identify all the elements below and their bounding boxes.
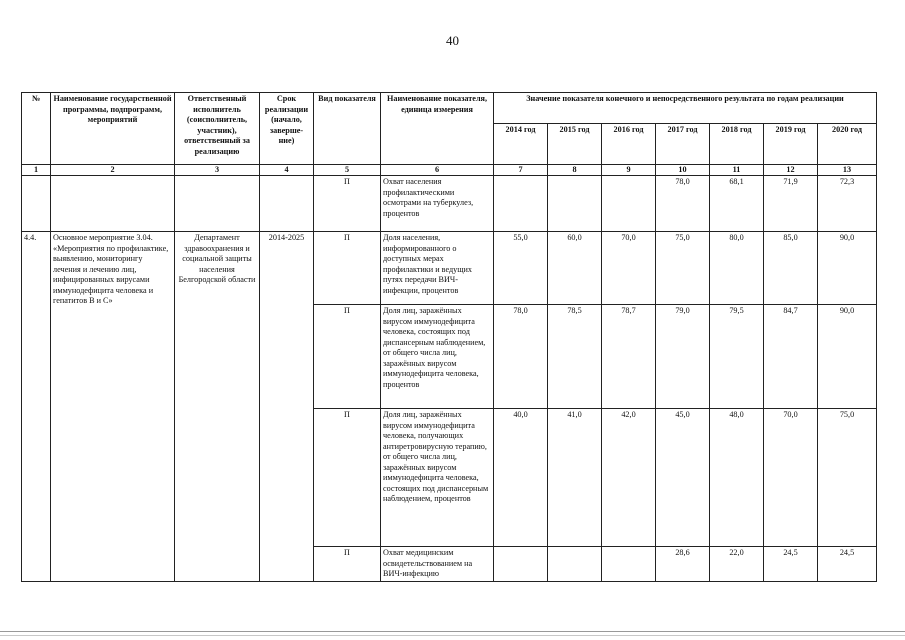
column-number: 6	[381, 165, 494, 176]
value-cell: 79,0	[656, 305, 710, 409]
header-year: 2019 год	[764, 124, 818, 165]
column-number: 2	[51, 165, 175, 176]
value-cell: 41,0	[548, 409, 602, 547]
value-cell: 22,0	[710, 547, 764, 582]
column-number: 3	[175, 165, 260, 176]
column-number: 7	[494, 165, 548, 176]
value-cell: 55,0	[494, 232, 548, 305]
column-number: 10	[656, 165, 710, 176]
value-cell: 24,5	[764, 547, 818, 582]
value-cell: 85,0	[764, 232, 818, 305]
value-cell: 78,5	[548, 305, 602, 409]
header-year: 2016 год	[602, 124, 656, 165]
value-cell: 70,0	[764, 409, 818, 547]
term	[260, 176, 314, 232]
value-cell: 90,0	[818, 305, 877, 409]
table-row	[22, 232, 877, 305]
executor: Департамент здравоохранения и социальной защиты населения Белгородской области	[175, 232, 260, 582]
page-number: 40	[446, 33, 459, 48]
value-cell: 24,5	[818, 547, 877, 582]
value-cell: 60,0	[548, 232, 602, 305]
value-cell: 40,0	[494, 409, 548, 547]
value-cell	[548, 547, 602, 582]
indicator-name: Охват медицинским освидетельствованием на ВИЧ-инфекцию	[381, 547, 494, 582]
header-values-group: Значение показателя конечного и непосредственного результата по годам реализации	[494, 93, 877, 124]
value-cell	[494, 547, 548, 582]
table-row	[22, 176, 877, 232]
column-number: 1	[22, 165, 51, 176]
value-cell: 28,6	[656, 547, 710, 582]
value-cell: 84,7	[764, 305, 818, 409]
column-number: 4	[260, 165, 314, 176]
indicator-type: П	[314, 409, 381, 547]
row-number	[22, 176, 51, 232]
indicator-name: Доля населения, информированного о доступных мерах профилактики и ведущих путях передачи ВИЧ-инфекции, процентов	[381, 232, 494, 305]
header-term: Срок реализации (начало, заверше-ние)	[260, 93, 314, 165]
header-year: 2020 год	[818, 124, 877, 165]
value-cell	[494, 176, 548, 232]
value-cell: 72,3	[818, 176, 877, 232]
header-year: 2018 год	[710, 124, 764, 165]
value-cell	[548, 176, 602, 232]
indicator-type: П	[314, 176, 381, 232]
page-bottom-divider	[0, 635, 905, 636]
indicator-type: П	[314, 232, 381, 305]
value-cell	[602, 547, 656, 582]
page-bottom-divider	[0, 631, 905, 632]
value-cell: 79,5	[710, 305, 764, 409]
header-no: №	[22, 93, 51, 165]
column-number: 11	[710, 165, 764, 176]
column-number: 8	[548, 165, 602, 176]
indicator-name: Доля лиц, заражённых вирусом иммунодефицита человека, получающих антиретровирусную терапию, от общего числа лиц, заражённых вирусом иммунодефицита человека, состоящих под диспансерным наблюдением, процентов	[381, 409, 494, 547]
indicator-name: Охват населения профилактическими осмотрами на туберкулез, процентов	[381, 176, 494, 232]
row-number: 4.4.	[22, 232, 51, 582]
value-cell: 78,0	[494, 305, 548, 409]
header-year: 2015 год	[548, 124, 602, 165]
value-cell: 48,0	[710, 409, 764, 547]
value-cell: 78,7	[602, 305, 656, 409]
column-number-row	[22, 165, 877, 176]
value-cell: 70,0	[602, 232, 656, 305]
value-cell: 71,9	[764, 176, 818, 232]
header-year: 2014 год	[494, 124, 548, 165]
value-cell: 78,0	[656, 176, 710, 232]
term: 2014-2025	[260, 232, 314, 582]
column-number: 13	[818, 165, 877, 176]
indicator-type: П	[314, 305, 381, 409]
program-name: Основное мероприятие 3.04. «Мероприятия по профилактике, выявлению, мониторингу лечения и лечению лиц, инфицированных вирусами иммунодефицита человека и гепатитов В и С»	[51, 232, 175, 582]
header-row	[22, 93, 877, 124]
indicator-type: П	[314, 547, 381, 582]
header-indicator-name: Наименование показателя, единица измерения	[381, 93, 494, 165]
column-number: 12	[764, 165, 818, 176]
program-name	[51, 176, 175, 232]
value-cell: 42,0	[602, 409, 656, 547]
header-program-name: Наименование государственной программы, подпрограмм, мероприятий	[51, 93, 175, 165]
value-cell	[602, 176, 656, 232]
value-cell: 75,0	[818, 409, 877, 547]
indicators-table	[21, 92, 877, 582]
column-number: 5	[314, 165, 381, 176]
executor	[175, 176, 260, 232]
value-cell: 45,0	[656, 409, 710, 547]
header-executor: Ответственный исполнитель (соисполнитель, участник), ответственный за реализацию	[175, 93, 260, 165]
value-cell: 90,0	[818, 232, 877, 305]
column-number: 9	[602, 165, 656, 176]
value-cell: 75,0	[656, 232, 710, 305]
header-indicator-type: Вид показателя	[314, 93, 381, 165]
header-year: 2017 год	[656, 124, 710, 165]
value-cell: 80,0	[710, 232, 764, 305]
value-cell: 68,1	[710, 176, 764, 232]
indicator-name: Доля лиц, заражённых вирусом иммунодефицита человека, состоящих под диспансерным наблюдением, от общего числа лиц, заражённых вирусом иммунодефицита человека, процентов	[381, 305, 494, 409]
